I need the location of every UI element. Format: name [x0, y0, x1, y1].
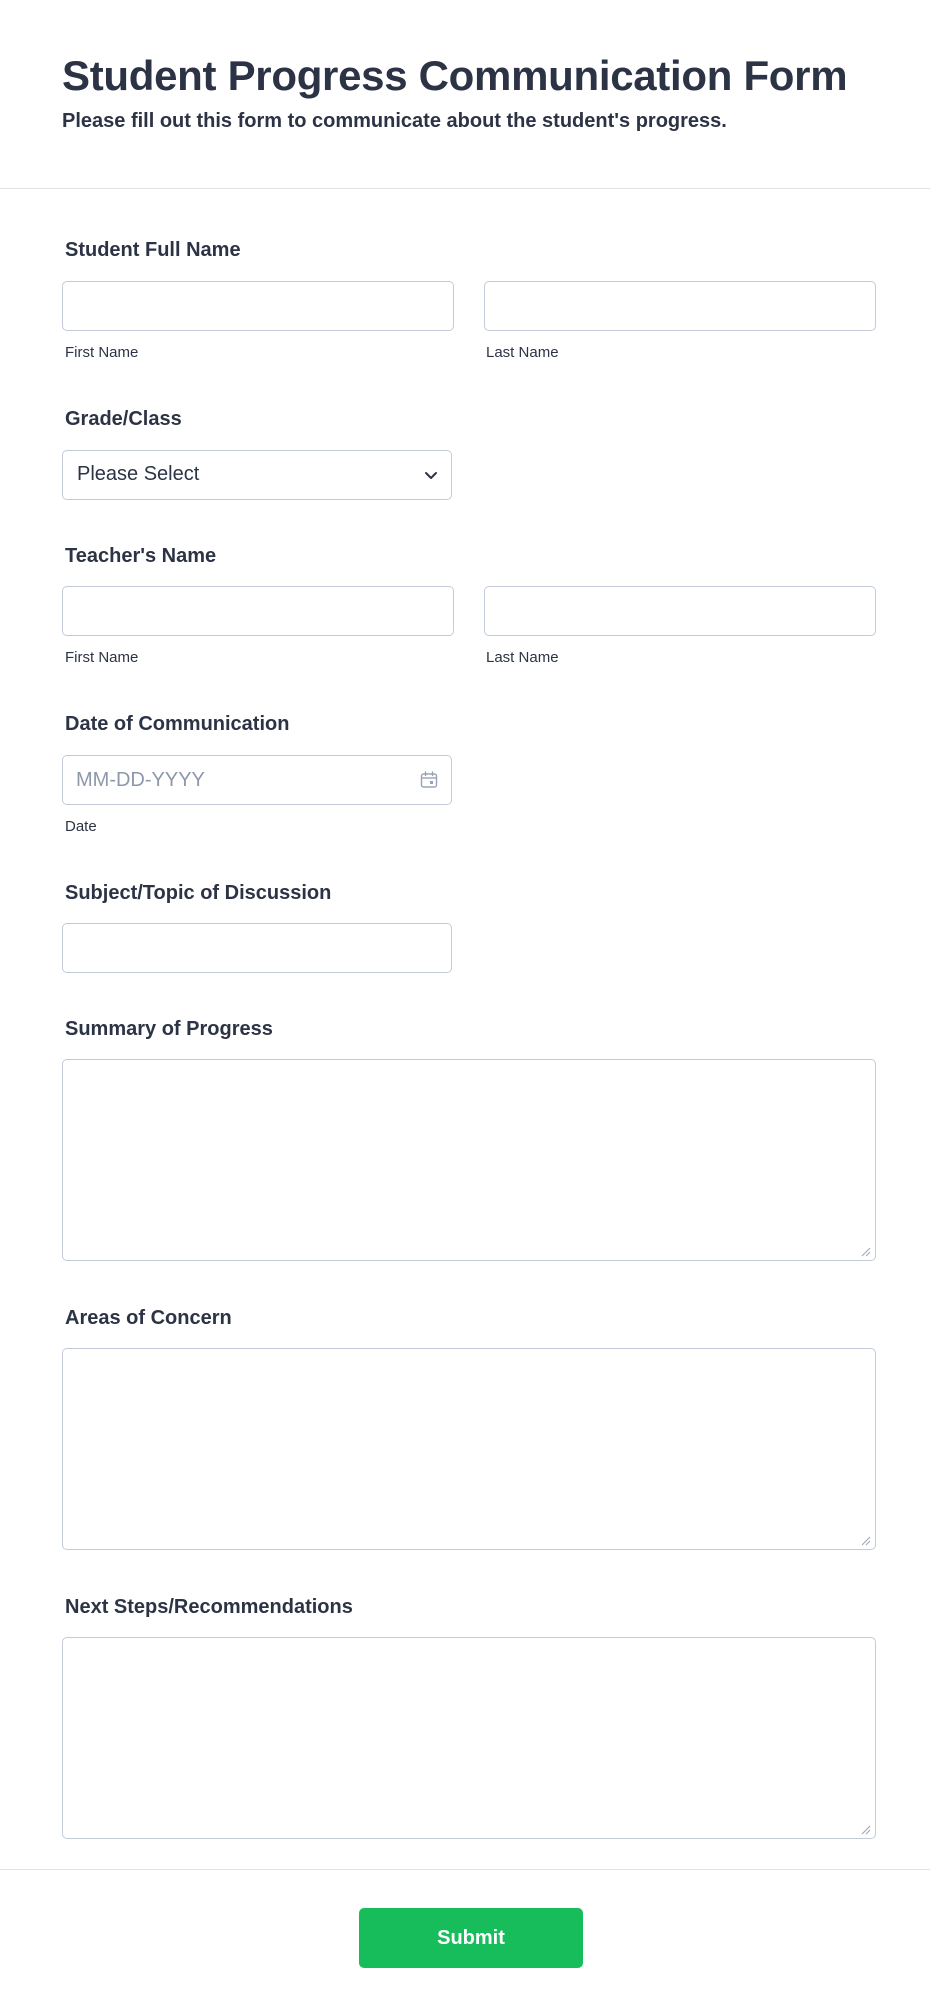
date-input[interactable] — [62, 755, 452, 805]
student-last-name-sublabel: Last Name — [486, 344, 559, 361]
summary-textarea[interactable] — [62, 1059, 876, 1261]
form-header — [0, 0, 930, 189]
concerns-label: Areas of Concern — [65, 1307, 232, 1329]
resize-handle-icon[interactable] — [859, 1245, 871, 1257]
summary-label: Summary of Progress — [65, 1018, 273, 1040]
grade-select-value: Please Select — [77, 463, 200, 485]
teacher-first-name-sublabel: First Name — [65, 649, 139, 666]
next-steps-label: Next Steps/Recommendations — [65, 1596, 353, 1618]
date-label: Date of Communication — [65, 713, 290, 735]
submit-button[interactable]: Submit — [359, 1908, 583, 1968]
calendar-icon[interactable] — [420, 771, 438, 789]
form-subtitle: Please fill out this form to communicate about the student's progress. — [62, 110, 727, 132]
subject-input[interactable] — [62, 923, 452, 973]
resize-handle-icon[interactable] — [859, 1534, 871, 1546]
date-sublabel: Date — [65, 818, 97, 835]
teacher-first-name-input[interactable] — [62, 586, 454, 636]
teacher-last-name-input[interactable] — [484, 586, 876, 636]
student-last-name-input[interactable] — [484, 281, 876, 331]
date-field — [62, 755, 452, 805]
resize-handle-icon[interactable] — [859, 1823, 871, 1835]
subject-label: Subject/Topic of Discussion — [65, 882, 332, 904]
student-name-label: Student Full Name — [65, 239, 241, 261]
grade-select[interactable] — [62, 450, 452, 500]
next-steps-textarea[interactable] — [62, 1637, 876, 1839]
teacher-last-name-sublabel: Last Name — [486, 649, 559, 666]
teacher-name-label: Teacher's Name — [65, 545, 217, 567]
student-first-name-input[interactable] — [62, 281, 454, 331]
concerns-textarea[interactable] — [62, 1348, 876, 1550]
grade-label: Grade/Class — [65, 408, 182, 430]
student-first-name-sublabel: First Name — [65, 344, 139, 361]
form-title: Student Progress Communication Form — [62, 52, 848, 99]
chevron-down-icon — [423, 467, 439, 483]
